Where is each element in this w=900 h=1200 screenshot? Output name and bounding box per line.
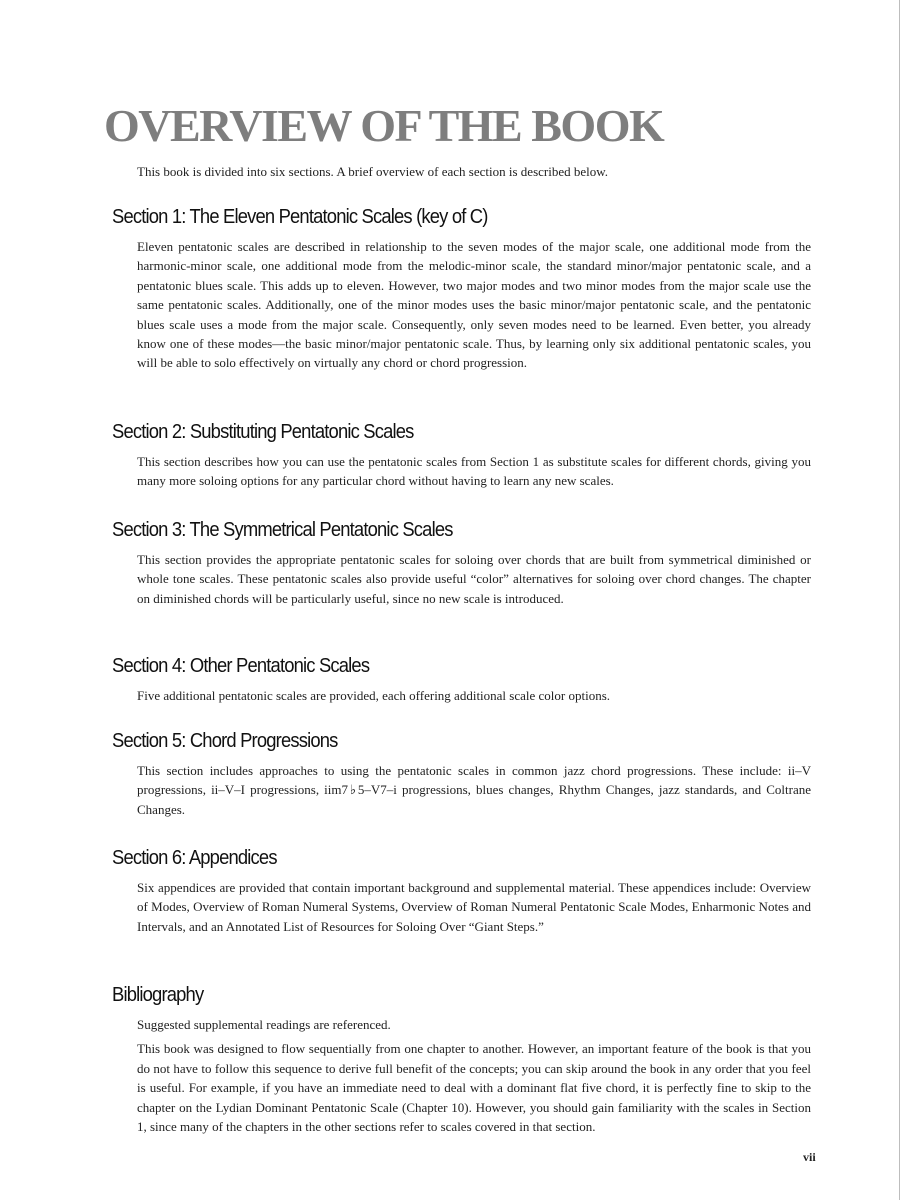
section-heading: Bibliography (112, 984, 204, 1006)
section-bibliography (112, 981, 812, 1141)
section-paragraph: This section provides the appropriate pentatonic scales for soloing over chords that are built from symmetrical diminished or whole tone scales. These pentatonic scales also provide useful “color” alternatives for soloing over chord changes. The chapter on diminished chords will be particularly useful, since no new scale is introduced. (137, 552, 811, 606)
section-paragraph: Suggested supplemental readings are referenced. (137, 1017, 391, 1032)
section-paragraph: This section describes how you can use the pentatonic scales from Section 1 as substitute scales for different chords, giving you many more soloing options for any particular chord without having to learn any new scales. (137, 454, 811, 489)
section-5 (112, 727, 812, 824)
section-heading: Section 4: Other Pentatonic Scales (112, 655, 370, 677)
section-paragraph: This book was designed to flow sequentially from one chapter to another. However, an important feature of the book is that you do not have to follow this sequence to derive full benefit of the concepts; you can skip around the book in any order that you feel is useful. For example, if you have an immediate need to deal with a dominant flat five chord, it is perfectly fine to skip to the chapter on the Lydian Dominant Pentatonic Scale (Chapter 10). However, you should gain familiarity with the scales in Section 1, since many of the chapters in the other sections refer to scales covered in that section. (137, 1041, 811, 1135)
section-3 (112, 516, 812, 613)
page-title: OVERVIEW OF THE BOOK (104, 100, 664, 151)
intro-paragraph: This book is divided into six sections. A brief overview of each section is described below. (137, 164, 609, 179)
section-heading: Section 6: Appendices (112, 847, 277, 869)
page-number: vii (803, 1150, 816, 1164)
section-4 (112, 652, 812, 710)
section-heading: Section 5: Chord Progressions (112, 730, 338, 752)
section-6 (112, 844, 812, 941)
section-heading: Section 2: Substituting Pentatonic Scales (112, 421, 414, 443)
section-heading: Section 1: The Eleven Pentatonic Scales (key of C) (112, 206, 488, 228)
section-2 (112, 418, 812, 496)
section-paragraph: This section includes approaches to using the pentatonic scales in common jazz chord progressions. These include: ii–V progressions, ii–V–I progressions, iim7♭5–V7–i progressions, blues changes, Rhythm Changes, jazz standards, and Coltrane Changes. (137, 763, 811, 817)
section-paragraph: Five additional pentatonic scales are provided, each offering additional scale color options. (137, 688, 611, 703)
section-heading: Section 3: The Symmetrical Pentatonic Scales (112, 519, 453, 541)
section-1 (112, 203, 812, 378)
section-paragraph: Six appendices are provided that contain important background and supplemental material. These appendices include: Overview of Modes, Overview of Roman Numeral Systems, Overview of Roman Numeral Pentatonic Scale Modes, Enharmonic Notes and Intervals, and an Annotated List of Resources for Soloing Over “Giant Steps.” (137, 880, 811, 934)
section-paragraph: Eleven pentatonic scales are described in relationship to the seven modes of the major scale, one additional mode from the harmonic-minor scale, one additional mode from the melodic-minor scale, the standard minor/major pentatonic scale, and a pentatonic blues scale. This adds up to eleven. However, two major modes and two minor modes from the major scale use the same pentatonic scales. Additionally, one of the minor modes uses the basic minor/major pentatonic scale, and the pentatonic blues scale uses a mode from the major scale. Consequently, only seven modes need to be learned. Even better, you already know one of these modes—the basic minor/major pentatonic scale. Thus, by learning only six additional pentatonic scales, you will be able to solo effectively on virtually any chord or chord progression. (137, 239, 811, 371)
